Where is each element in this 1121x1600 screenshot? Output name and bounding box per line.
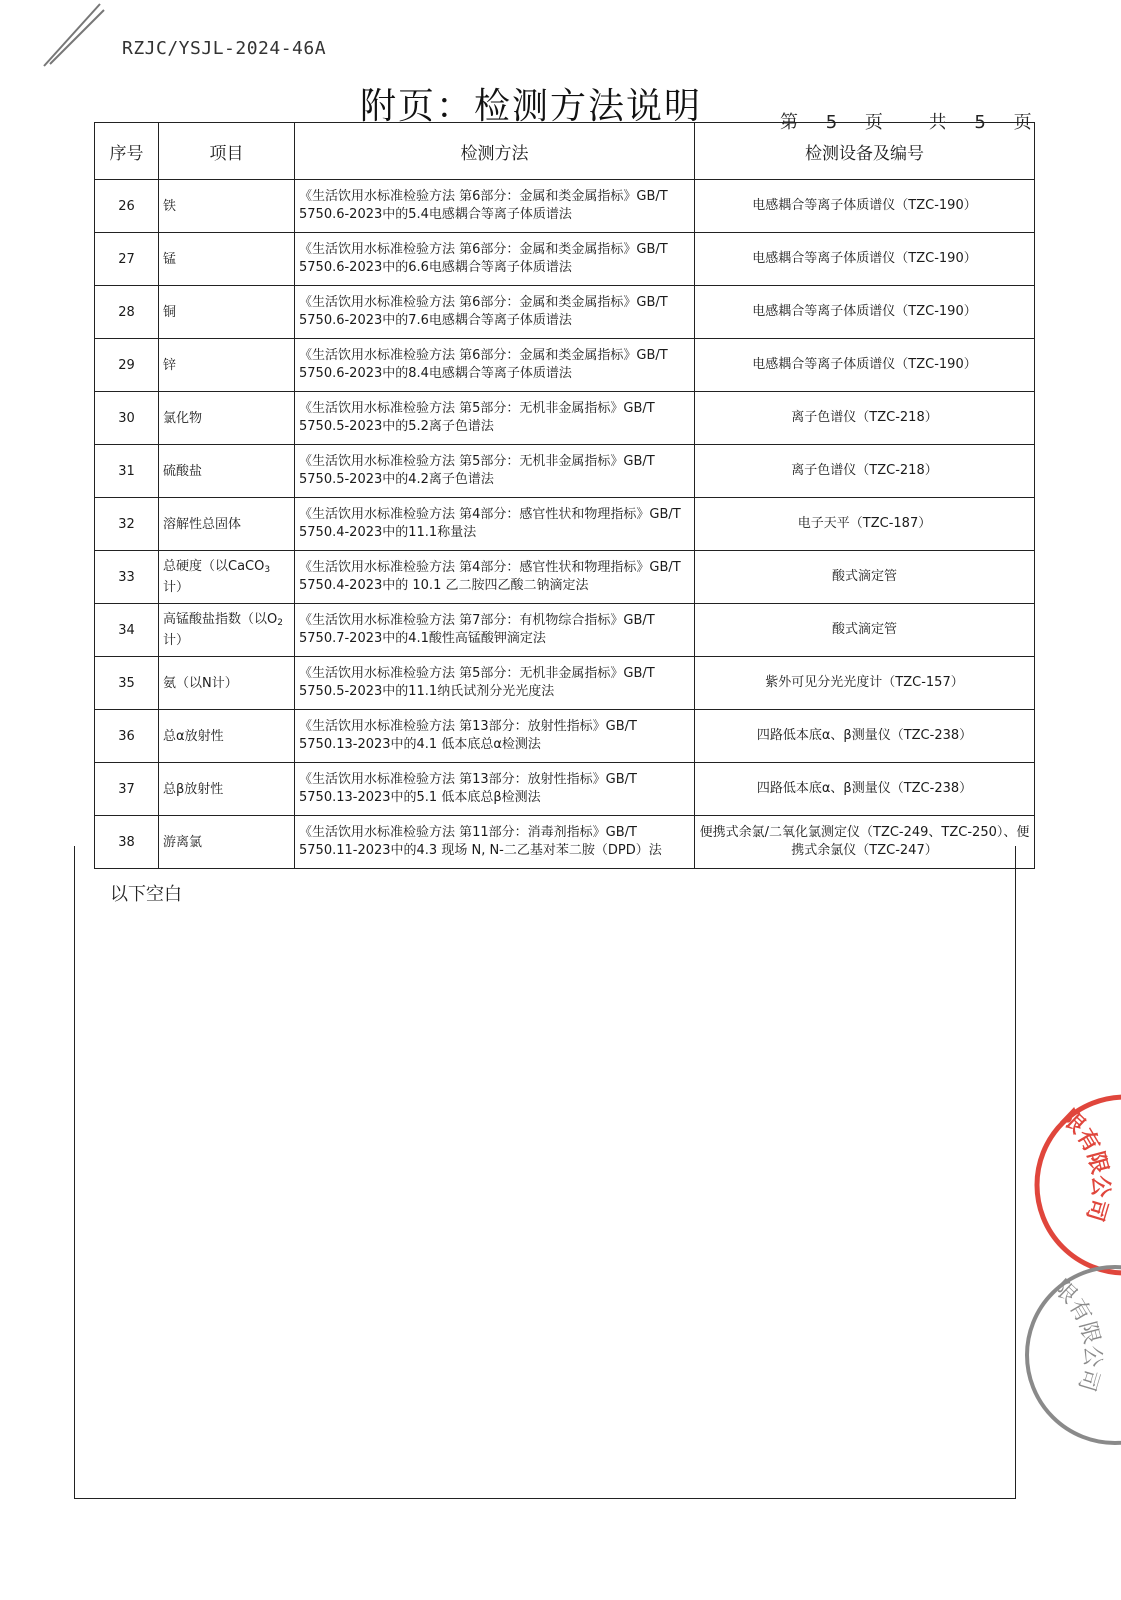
svg-text:限有限公司 xyxy=(1056,1106,1112,1224)
page-unit-label: 页 xyxy=(1013,112,1032,133)
red-seal-text: 限有限公司 xyxy=(1056,1105,1113,1225)
table-header-row xyxy=(95,123,1035,180)
row-equipment: 四路低本底α、β测量仪（TZC-238） xyxy=(695,763,1035,816)
column-header-seq: 序号 xyxy=(95,123,159,180)
row-seq: 31 xyxy=(95,445,159,498)
row-item: 氨（以N计） xyxy=(159,657,295,710)
row-seq: 38 xyxy=(95,816,159,869)
row-seq: 29 xyxy=(95,339,159,392)
table-row xyxy=(95,551,1035,604)
row-equipment: 电感耦合等离子体质谱仪（TZC-190） xyxy=(695,286,1035,339)
row-item: 铜 xyxy=(159,286,295,339)
row-item: 游离氯 xyxy=(159,816,295,869)
row-equipment: 电感耦合等离子体质谱仪（TZC-190） xyxy=(695,180,1035,233)
row-method: 《生活饮用水标准检验方法 第5部分：无机非金属指标》GB/T 5750.5-2023中的4.2离子色谱法 xyxy=(295,445,695,498)
row-item: 硫酸盐 xyxy=(159,445,295,498)
row-seq: 33 xyxy=(95,551,159,604)
row-equipment: 离子色谱仪（TZC-218） xyxy=(695,392,1035,445)
row-method: 《生活饮用水标准检验方法 第4部分：感官性状和物理指标》GB/T 5750.4-2023中的 10.1 乙二胺四乙酸二钠滴定法 xyxy=(295,551,695,604)
row-seq: 37 xyxy=(95,763,159,816)
methods-table xyxy=(94,122,1035,869)
table-row xyxy=(95,445,1035,498)
table-row xyxy=(95,392,1035,445)
row-equipment: 电感耦合等离子体质谱仪（TZC-190） xyxy=(695,339,1035,392)
table-row xyxy=(95,604,1035,657)
row-item: 锰 xyxy=(159,233,295,286)
row-equipment: 电感耦合等离子体质谱仪（TZC-190） xyxy=(695,233,1035,286)
row-seq: 34 xyxy=(95,604,159,657)
blank-area-frame xyxy=(74,846,1016,1499)
page-total-label: 共 xyxy=(928,112,947,133)
row-seq: 35 xyxy=(95,657,159,710)
row-item: 氯化物 xyxy=(159,392,295,445)
pen-stroke-mark xyxy=(40,0,110,70)
row-equipment: 离子色谱仪（TZC-218） xyxy=(695,445,1035,498)
row-method: 《生活饮用水标准检验方法 第6部分：金属和类金属指标》GB/T 5750.6-2023中的5.4电感耦合等离子体质谱法 xyxy=(295,180,695,233)
row-method: 《生活饮用水标准检验方法 第6部分：金属和类金属指标》GB/T 5750.6-2023中的8.4电感耦合等离子体质谱法 xyxy=(295,339,695,392)
row-item: 溶解性总固体 xyxy=(159,498,295,551)
table-row xyxy=(95,710,1035,763)
row-equipment: 电子天平（TZC-187） xyxy=(695,498,1035,551)
row-method: 《生活饮用水标准检验方法 第4部分：感官性状和物理指标》GB/T 5750.4-2023中的11.1称量法 xyxy=(295,498,695,551)
item-subscript: 2 xyxy=(277,618,283,628)
row-method: 《生活饮用水标准检验方法 第11部分：消毒剂指标》GB/T 5750.11-2023中的4.3 现场 N, N-二乙基对苯二胺（DPD）法 xyxy=(295,816,695,869)
table-row xyxy=(95,180,1035,233)
row-equipment: 便携式余氯/二氧化氯测定仪（TZC-249、TZC-250）、便携式余氯仪（TZC-247） xyxy=(695,816,1035,869)
row-method: 《生活饮用水标准检验方法 第6部分：金属和类金属指标》GB/T 5750.6-2023中的6.6电感耦合等离子体质谱法 xyxy=(295,233,695,286)
row-equipment: 四路低本底α、β测量仪（TZC-238） xyxy=(695,710,1035,763)
page-title: 附页：检测方法说明 xyxy=(360,86,703,127)
gray-company-seal xyxy=(990,1260,1121,1450)
row-method: 《生活饮用水标准检验方法 第6部分：金属和类金属指标》GB/T 5750.6-2023中的7.6电感耦合等离子体质谱法 xyxy=(295,286,695,339)
row-equipment: 紫外可见分光光度计（TZC-157） xyxy=(695,657,1035,710)
column-header-method: 检测方法 xyxy=(295,123,695,180)
item-text: 计） xyxy=(163,580,190,595)
row-item: 总α放射性 xyxy=(159,710,295,763)
page-current-label: 第 xyxy=(780,112,798,133)
row-item: 总β放射性 xyxy=(159,763,295,816)
row-item xyxy=(159,604,295,657)
row-method: 《生活饮用水标准检验方法 第7部分：有机物综合指标》GB/T 5750.7-2023中的4.1酸性高锰酸钾滴定法 xyxy=(295,604,695,657)
item-text: 高锰酸盐指数（以O xyxy=(163,612,278,627)
table-row xyxy=(95,657,1035,710)
row-method: 《生活饮用水标准检验方法 第13部分：放射性指标》GB/T 5750.13-2023中的5.1 低本底总β检测法 xyxy=(295,763,695,816)
row-method: 《生活饮用水标准检验方法 第5部分：无机非金属指标》GB/T 5750.5-2023中的5.2离子色谱法 xyxy=(295,392,695,445)
item-subscript: 3 xyxy=(264,565,271,575)
page-current-number: 5 xyxy=(825,112,838,133)
row-method: 《生活饮用水标准检验方法 第13部分：放射性指标》GB/T 5750.13-2023中的4.1 低本底总α检测法 xyxy=(295,710,695,763)
row-seq: 36 xyxy=(95,710,159,763)
svg-text:限有限公司 xyxy=(1048,1276,1104,1394)
page-unit-label: 页 xyxy=(864,112,883,133)
column-header-equipment: 检测设备及编号 xyxy=(695,123,1035,180)
table-row xyxy=(95,339,1035,392)
row-item xyxy=(159,551,295,604)
row-equipment: 酸式滴定管 xyxy=(695,604,1035,657)
item-text: 计） xyxy=(163,633,190,648)
row-item: 铁 xyxy=(159,180,295,233)
row-method: 《生活饮用水标准检验方法 第5部分：无机非金属指标》GB/T 5750.5-2023中的11.1纳氏试剂分光光度法 xyxy=(295,657,695,710)
row-seq: 30 xyxy=(95,392,159,445)
row-equipment: 酸式滴定管 xyxy=(695,551,1035,604)
document-code: RZJC/YSJL-2024-46A xyxy=(122,38,327,59)
gray-seal-text: 限有限公司 xyxy=(1048,1275,1105,1395)
table-row xyxy=(95,498,1035,551)
table-row xyxy=(95,233,1035,286)
table-row xyxy=(95,763,1035,816)
row-seq: 28 xyxy=(95,286,159,339)
row-item: 锌 xyxy=(159,339,295,392)
row-seq: 27 xyxy=(95,233,159,286)
table-row xyxy=(95,286,1035,339)
item-text: 总硬度（以CaCO xyxy=(163,559,265,574)
row-seq: 26 xyxy=(95,180,159,233)
blank-note: 以下空白 xyxy=(110,884,182,905)
column-header-item: 项目 xyxy=(159,123,295,180)
red-company-seal xyxy=(1000,1090,1121,1280)
page-total-number: 5 xyxy=(974,112,986,133)
row-seq: 32 xyxy=(95,498,159,551)
